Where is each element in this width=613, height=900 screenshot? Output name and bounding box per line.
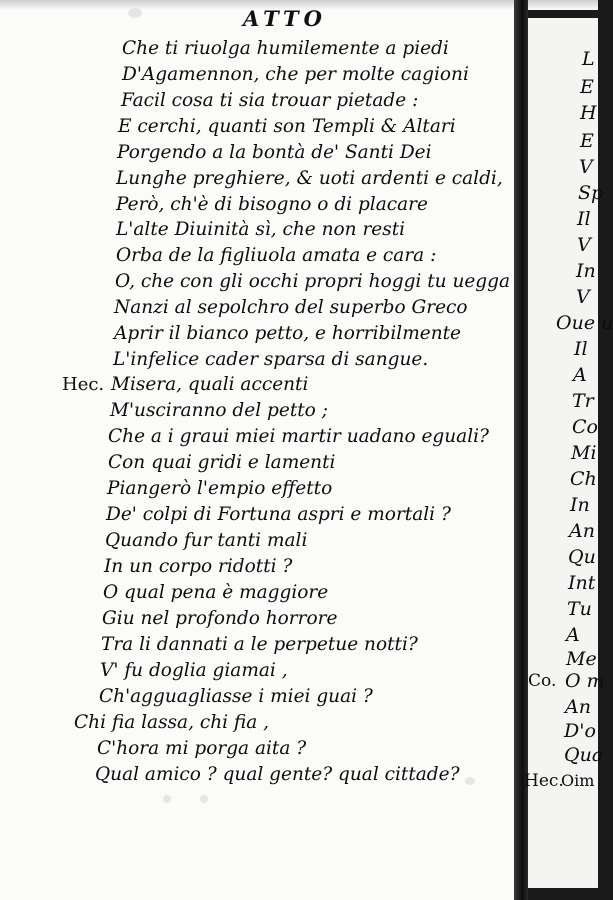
verse-line: De' colpi di Fortuna aspri e mortali ? [106,504,451,525]
right-fragment: A [573,364,587,386]
right-fragment: H [580,102,597,124]
right-fragment: Qu [568,546,596,568]
paper-stain [200,795,208,803]
right-fragment: E [580,76,594,98]
verse-line: Misera, quali accenti [111,374,309,395]
right-fragment: In [570,494,590,516]
right-speaker-label: Co. [528,671,557,691]
right-fragment: Int [568,572,596,594]
verse-line: M'usciranno del petto ; [110,400,328,421]
right-fragment: Il [574,338,588,360]
verse-line: Facil cosa ti sia trouar pietade : [121,90,419,111]
verse-line: Nanzi al sepolchro del superbo Greco [114,297,468,318]
verse-line: Giu nel profondo horrore [102,608,338,629]
right-fragment: Tr [572,390,594,412]
right-fragment: V [577,234,591,256]
right-speaker-label: Hec. [524,771,564,791]
speaker-label: Hec. [62,374,105,395]
verse-line: Qual amico ? qual gente? qual cittade? [95,764,460,785]
verse-line: In un corpo ridotti ? [104,556,293,577]
right-fragment: Me [566,648,597,670]
right-fragment: Sp [578,182,604,204]
verse-line: Lunghe preghiere, & uoti ardenti e caldi, [116,168,503,189]
verse-line: L'alte Diuinità sì, che non resti [116,219,406,240]
right-fragment: Co [572,416,598,438]
verse-line: L'infelice cader sparsa di sangue. [113,349,429,370]
verse-line: Ch'agguagliasse i miei guai ? [99,686,373,707]
right-fragment: A [566,624,580,646]
verse-line: E cerchi, quanti son Templi & Altari [118,116,456,137]
verse-line: Orba de la figliuola amata e cara : [116,245,437,266]
paper-stain [465,777,475,785]
paper-stain [128,8,142,18]
right-fragment: E [580,130,594,152]
verse-line: Quando fur tanti mali [105,530,308,551]
right-fragment: V [579,156,593,178]
verse-line: Aprir il bianco petto, e horribilmente [114,323,461,344]
verse-line: Che a i graui miei martir uadano eguali? [108,426,489,447]
verse-line: C'hora mi porga aita ? [97,738,307,759]
right-fragment: An [565,696,591,718]
right-fragment: Mi [571,442,597,464]
right-fragment: Ch [570,468,597,490]
verse-line: Chi fia lassa, chi fia , [74,712,270,733]
verse-line: D'Agamennon, che per molte cagioni [122,64,469,85]
verse-line: Però, ch'è di bisogno o di placare [116,194,428,215]
verse-line: O qual pena è maggiore [103,582,329,603]
right-fragment: V [576,286,590,308]
right-fragment: An [569,520,595,542]
right-fragment: D'o [564,720,596,742]
right-fragment: Il [577,208,591,230]
paper-stain [163,795,171,803]
running-head: ATTO [243,6,327,31]
right-fragment: O m [565,670,605,692]
right-fragment: Qua [564,744,604,766]
verse-line: V' fu doglia giamai , [100,660,288,681]
right-fragment: In [576,260,596,282]
right-fragment: Oue u [556,312,613,334]
verse-line: Che ti riuolga humilemente a piedi [122,38,449,59]
right-fragment: L [582,48,595,70]
right-fragment: Oim [561,771,595,790]
verse-line: Porgendo a la bontà de' Santi Dei [117,142,432,163]
book-gutter [514,0,528,900]
right-fragment: Tu [567,598,592,620]
verse-line: Piangerò l'empio effetto [107,478,333,499]
verse-line: Con quai gridi e lamenti [108,452,336,473]
verse-line: Tra li dannati a le perpetue notti? [101,634,418,655]
verse-line: O, che con gli occhi propri hoggi tu uegga [115,271,511,292]
